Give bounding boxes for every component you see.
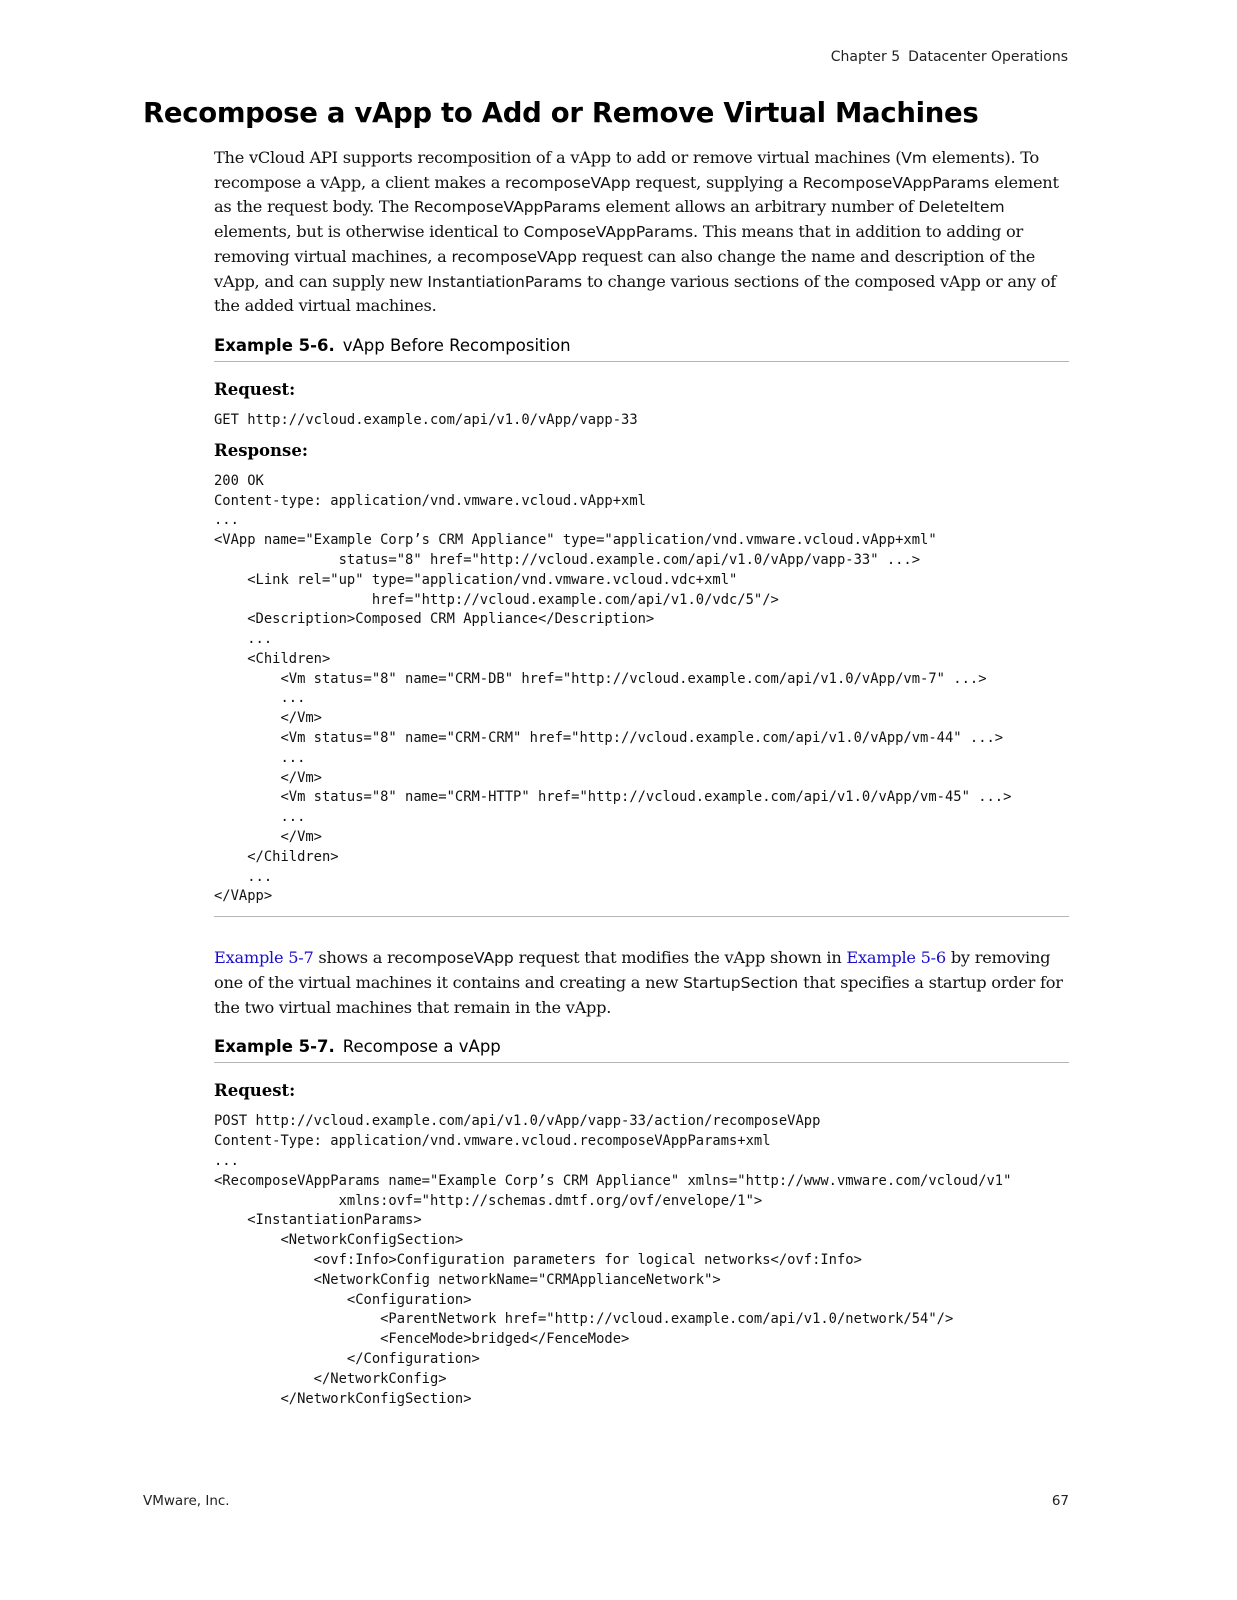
middle-text-2: request that modifies the vApp shown in [513,948,847,968]
response-code-block: 200 OK Content-type: application/vnd.vmware.vcloud.vApp+xml ... <VApp name="Example Corp’s CRM Appliance" type="application/vnd.vmware.vcloud.vApp+xml" status="8" href="http://vcloud.example.com/api/v1.0/vApp/vapp-33" ...> <Link rel="up" type="application/vnd.vmware.vcloud.vdc+xml" href="http://vcloud.example.com/api/v1.0/vdc/5"/> <Description>Composed CRM Appliance</Description> ... <Children> <Vm status="8" name="CRM-DB" href="http://vcloud.example.com/api/v1.0/vApp/vm-7" ...> ... </Vm> <Vm status="8" name="CRM-CRM" href="http://vcloud.example.com/api/v1.0/vApp/vm-44" ...> ... </Vm> <Vm status="8" name="CRM-HTTP" href="http://vcloud.example.com/api/v1.0/vApp/vm-45" ...> ... </Vm> </Children> ... </VApp> [214,472,1012,905]
intro-paragraph [214,146,1069,318]
footer-page-number: 67 [1051,1493,1069,1509]
intro-text-1: The vCloud API supports recomposition of a vApp to add or remove virtual machines ( [214,148,902,167]
code-recomposevappparams-2: RecomposeVAppParams [413,198,601,217]
middle-text-1: shows a re [313,948,404,968]
code-recomposevapp: recomposeVApp [505,173,631,192]
example-5-6-link[interactable]: Example 5-6 [846,948,946,968]
request-code-block: GET http://vcloud.example.com/api/v1.0/vApp/vapp-33 [214,411,638,428]
example-5-7-link[interactable]: Example 5-7 [214,948,314,968]
example-label: Example 5-7. [214,1037,335,1057]
intro-text-2: elements). To recompose a vApp, a client makes a [214,148,1040,192]
intro-text-6: elements, but is otherwise identical to [214,222,524,242]
middle-paragraph [214,946,1069,1019]
example-caption: vApp Before Recomposition [342,335,571,355]
page-title: Recompose a vApp to Add or Remove Virtual Machines [143,97,979,129]
running-header [831,49,1068,65]
code-deleteitem: DeleteItem [918,198,1005,217]
example-label: Example 5-6. [214,335,335,355]
request-label: Request: [214,1081,296,1101]
example-5-7-title [214,1037,1069,1063]
response-label: Response: [214,440,308,460]
intro-text-4: element as the request body. The [214,172,1059,217]
footer-company: VMware, Inc. [143,1493,230,1509]
intro-text-8: request can also change the name and description of the vApp, and can supply new [214,246,1036,291]
code-recomposevapp-2: recomposeVApp [451,247,577,266]
example-end-rule [214,916,1069,917]
main-content [214,146,1069,1409]
recompose-request-code-block: POST http://vcloud.example.com/api/v1.0/vApp/vapp-33/action/recomposeVApp Content-Type: application/vnd.vmware.vcloud.recomposeVAppParams+xml ... <RecomposeVAppParams name="Example Corp’s CRM Appliance" xmlns="http://www.vmware.com/vcloud/v1" xmlns:ovf="http://schemas.dmtf.org/ovf/envelope/1"> <InstantiationParams> <NetworkConfigSection> <ovf:Info>Configuration parameters for logical networks</ovf:Info> <NetworkConfig networkName="CRMApplianceNetwork"> <Configuration> <ParentNetwork href="http://vcloud.example.com/api/v1.0/network/54"/> <FenceMode>bridged</FenceMode> </Configuration> </NetworkConfig> </NetworkConfigSection> [214,1113,1012,1407]
code-instantiationparams: InstantiationParams [427,272,583,291]
code-recomposevappparams: RecomposeVAppParams [802,173,990,192]
code-vm: Vm [901,149,927,167]
intro-text-5: element allows an arbitrary number of [600,197,919,217]
request-label: Request: [214,379,296,399]
code-composevapp: composeVApp [403,949,514,968]
example-5-6-title [214,336,1069,362]
header-section: Datacenter Operations [908,49,1068,65]
header-chapter: Chapter 5 [830,49,901,65]
code-startupsection: StartupSection [683,973,799,992]
intro-text-7: . This means that in addition to adding or removing virtual machines, a [214,222,1024,266]
code-composevappparams: ComposeVAppParams [523,223,694,242]
middle-text-4: that specifies a startup order for the two virtual machines that remain in the vApp. [214,972,1063,1017]
example-caption: Recompose a vApp [342,1037,501,1057]
middle-text-3: by removing one of the virtual machines it contains and creating a new [214,948,1051,992]
intro-text-9: to change various sections of the composed vApp or any of the added virtual machines. [214,271,1056,316]
intro-text-3: request, supplying a [630,172,803,192]
